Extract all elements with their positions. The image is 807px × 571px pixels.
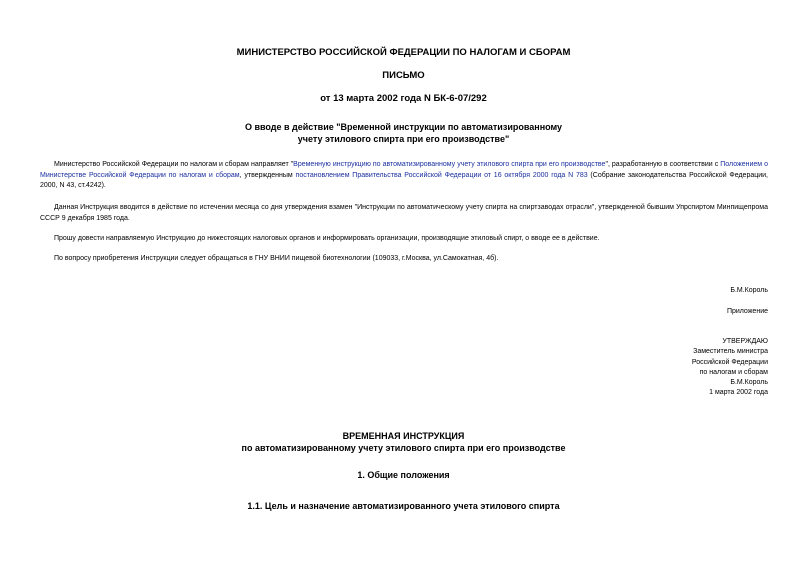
- signature-name: Б.М.Король: [730, 287, 768, 294]
- link-ministry-regulation[interactable]: Положением о Министерстве Российской Федерации по налогам и сборам: [40, 161, 768, 179]
- paragraph-4: По вопросу приобретения Инструкции следует обращаться в ГНУ ВНИИ пищевой биотехнологии (109033, г.Москва, ул.Самокатная, 4б).: [54, 255, 499, 262]
- subject-line-1: О вводе в действие "Временной инструкции по автоматизированному: [244, 122, 563, 132]
- attachment-label: Приложение: [726, 308, 768, 315]
- approval-block: [692, 337, 768, 399]
- instruction-heading: [0, 430, 807, 454]
- p1-text-4: (Собрание законодательства Российской Федерации, 2000, N 43, ст.4242).: [40, 171, 769, 189]
- paragraph-2: Данная Инструкция вводится в действие по истечении месяца со дня утверждения взамен "Инструкции по автоматическому учету спирта на спиртзаводах отрасли", утвержденной бывшим Упрспиртом Минпищепрома СССР 9 декабря 1985 года.: [40, 204, 768, 222]
- approval-name: Б.М.Король: [730, 379, 768, 387]
- p1-text-1: Министерство Российской Федерации по налогам и сборам направляет ": [54, 161, 294, 168]
- approval-line-1: Заместитель министра: [693, 348, 768, 356]
- p1-text-2: ", разработанную в соответствии с: [605, 161, 721, 168]
- subject-line-2: учету этилового спирта при его производстве": [297, 134, 510, 144]
- link-government-resolution[interactable]: постановлением Правительства Российской Федерации от 16 октября 2000 года N 783: [295, 171, 588, 179]
- instruction-title: ВРЕМЕННАЯ ИНСТРУКЦИЯ: [342, 431, 465, 441]
- section-1-heading: 1. Общие положения: [357, 470, 450, 480]
- paragraph-1: [40, 160, 768, 192]
- date-number-heading: от 13 марта 2002 года N БК-6-07/292: [320, 93, 487, 104]
- p1-text-3: , утвержденным: [239, 171, 296, 179]
- ministry-heading: МИНИСТЕРСТВО РОССИЙСКОЙ ФЕДЕРАЦИИ ПО НАЛОГАМ И СБОРАМ: [236, 47, 571, 58]
- section-1-1-heading: 1.1. Цель и назначение автоматизированного учета этилового спирта: [247, 501, 560, 511]
- approval-line-3: по налогам и сборам: [699, 368, 768, 376]
- paragraph-3: Прошу довести направляемую Инструкцию до нижестоящих налоговых органов и информировать организации, производящие этиловый спирт, о вводе ее в действие.: [54, 235, 600, 242]
- approval-line-2: Российской Федерации: [691, 358, 768, 366]
- approval-approved: УТВЕРЖДАЮ: [722, 338, 768, 345]
- instruction-subtitle: по автоматизированному учету этилового спирта при его производстве: [241, 443, 566, 453]
- link-temporary-instruction[interactable]: Временную инструкцию по автоматизированному учету этилового спирта при его производстве: [293, 161, 606, 168]
- doc-type-heading: ПИСЬМО: [382, 70, 425, 81]
- subject-heading: [0, 121, 807, 145]
- approval-date: 1 марта 2002 года: [709, 389, 768, 397]
